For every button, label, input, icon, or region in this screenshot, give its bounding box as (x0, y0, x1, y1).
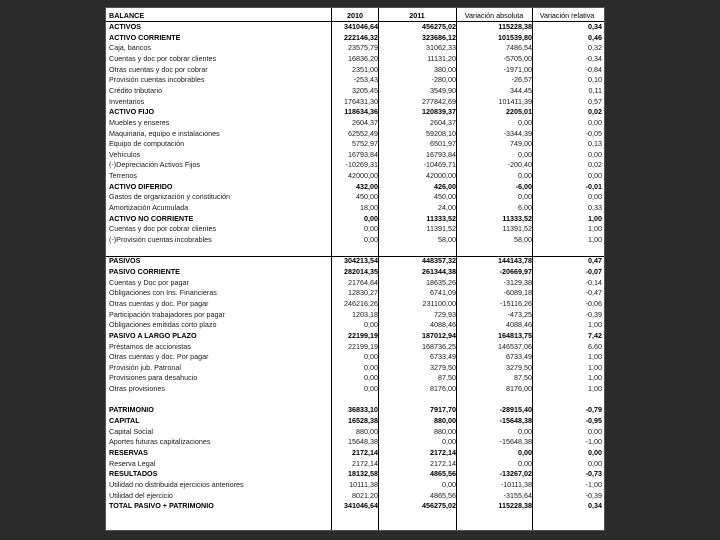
value-2011: 187012,94 (422, 330, 456, 340)
row-label: Caja, bancos (109, 43, 151, 53)
absolute-variation: 0,00 (518, 192, 532, 202)
table-row (106, 43, 604, 53)
row-label: CAPITAL (109, 416, 140, 426)
table-row (106, 203, 604, 213)
relative-variation: -0,39 (585, 490, 602, 500)
row-label: PASIVO A LARGO PLAZO (109, 330, 197, 340)
relative-variation: 1,00 (588, 352, 602, 362)
table-row (106, 310, 604, 320)
value-2010: 2604,37 (352, 117, 378, 127)
absolute-variation: 4088,46 (506, 320, 532, 330)
absolute-variation: 11391,52 (502, 224, 532, 234)
value-2010: 0,00 (364, 224, 378, 234)
value-2010: 16528,38 (348, 416, 378, 426)
absolute-variation: 115228,38 (498, 22, 532, 31)
value-2011: 231100,00 (422, 298, 456, 308)
row-label: Otras provisiones (109, 384, 165, 394)
value-2010: 10111,38 (349, 479, 378, 489)
row-label (109, 246, 331, 256)
header-2011: 2011 (409, 11, 425, 20)
value-2010: 118634,36 (344, 107, 378, 117)
row-label: Capital Social (109, 426, 153, 436)
value-2011: 261344,38 (422, 266, 456, 276)
relative-variation: 0,02 (588, 107, 602, 117)
row-label: Cuentas y doc por cobrar clientes (109, 224, 217, 234)
row-label: Terrenos (109, 171, 137, 181)
value-2010: 3205,45 (352, 85, 378, 95)
absolute-variation: 58,00 (514, 235, 532, 244)
absolute-variation: 101411,39 (498, 96, 532, 106)
value-2010: 0,00 (364, 235, 378, 244)
table-row (106, 331, 604, 341)
relative-variation: 0,34 (588, 22, 602, 31)
value-2011: 8176,00 (430, 384, 456, 394)
table-row (106, 342, 604, 352)
relative-variation: 0,00 (588, 171, 602, 181)
value-2010: 176431,30 (344, 96, 378, 106)
relative-variation: 0,47 (588, 256, 602, 266)
value-2010: 341046,64 (344, 22, 378, 31)
table-row (106, 427, 604, 437)
table-row (106, 192, 604, 202)
value-2011: 0,00 (442, 479, 456, 489)
value-2010: 22199,19 (348, 330, 378, 340)
absolute-variation: -200,40 (507, 160, 532, 170)
value-2011: 18635,26 (426, 277, 456, 287)
relative-variation: -0,05 (585, 128, 602, 138)
row-label: Otras cuentas y doc. Por pagar (109, 298, 209, 308)
value-2010: 282014,35 (344, 266, 378, 276)
value-2010: 62552,49 (348, 128, 378, 138)
row-label: RESERVAS (109, 448, 148, 457)
absolute-variation: -1971,00 (503, 64, 532, 74)
absolute-variation: 6,00 (518, 203, 532, 213)
absolute-variation: 164813,75 (498, 330, 532, 340)
relative-variation: -0,07 (585, 266, 602, 276)
relative-variation: 6,60 (588, 341, 602, 351)
relative-variation: 1,00 (588, 320, 602, 330)
row-label: Otras cuentas y doc por cobrar (109, 64, 208, 74)
value-2011: 11333,52 (426, 213, 456, 223)
value-2010: 22199,19 (348, 341, 378, 351)
value-2011: 277842,69 (422, 96, 456, 106)
row-label: Obligaciones con Ins. Financieras (109, 288, 217, 298)
row-label: Vehículos (109, 149, 141, 159)
value-2011: 4865,56 (430, 469, 456, 479)
absolute-variation: 144143,78 (498, 256, 532, 266)
absolute-variation: -473,25 (507, 309, 532, 319)
row-label: Crédito tributario (109, 85, 163, 95)
absolute-variation: 0,00 (518, 448, 532, 457)
value-2011: 59208,10 (426, 128, 456, 138)
value-2010: 0,00 (364, 384, 378, 394)
value-2011: 4088,46 (430, 320, 456, 330)
table-row (106, 118, 604, 128)
value-2011: 24,00 (438, 203, 456, 213)
table-row (106, 97, 604, 107)
relative-variation: -0,79 (585, 405, 602, 415)
value-2011: 168736,25 (422, 341, 456, 351)
value-2011 (378, 395, 456, 405)
value-2011: 11131,20 (427, 53, 456, 63)
value-2010: 0,00 (364, 373, 378, 383)
table-row (106, 352, 604, 362)
value-2011: 120839,37 (422, 107, 456, 117)
relative-variation: 0,00 (588, 117, 602, 127)
value-2010: 8021,20 (352, 490, 378, 500)
table-row (106, 395, 604, 405)
absolute-variation: 146537,06 (498, 341, 532, 351)
absolute-variation: 344,45 (510, 85, 532, 95)
relative-variation: -1,00 (585, 437, 602, 447)
value-2010: 222146,32 (344, 32, 378, 42)
absolute-variation: 0,00 (518, 171, 532, 181)
balance-sheet-table (105, 7, 605, 531)
value-2011: 2172,14 (430, 458, 456, 468)
row-label: TOTAL PASIVO + PATRIMONIO (109, 501, 214, 511)
row-label: Inventarios (109, 96, 145, 106)
value-2010: 432,00 (356, 181, 378, 191)
header-relative-variation: Variación relativa (539, 11, 595, 20)
absolute-variation: 749,00 (510, 139, 532, 149)
absolute-variation: 6733,49 (506, 352, 532, 362)
table-row (106, 86, 604, 96)
row-label: Participación trabajadores por pagar (109, 309, 225, 319)
absolute-variation (456, 246, 532, 256)
row-label: Muebles y enseres (109, 117, 170, 127)
absolute-variation: -26,57 (511, 75, 532, 85)
row-label: Préstamos de accionistas (109, 341, 191, 351)
table-row (106, 491, 604, 501)
row-label: Cuentas y doc por cobrar clientes (109, 53, 217, 63)
relative-variation (532, 395, 602, 405)
row-label: ACTIVO FIJO (109, 107, 155, 117)
row-label: ACTIVOS (109, 22, 141, 31)
table-row (106, 288, 604, 298)
row-label: Obligaciones emitidas corto plazo (109, 320, 217, 330)
absolute-variation: 0,00 (518, 149, 532, 159)
value-2010: 2172,14 (352, 448, 378, 457)
relative-variation: -0,14 (585, 277, 602, 287)
absolute-variation: -20669,97 (499, 266, 532, 276)
absolute-variation: 3279,50 (506, 362, 532, 372)
row-label: PASIVO CORRIENTE (109, 266, 180, 276)
absolute-variation: -6089,18 (503, 288, 532, 298)
value-2010: -10269,31 (345, 160, 378, 170)
value-2011: 880,00 (434, 416, 456, 426)
row-label: ACTIVO CORRIENTE (109, 32, 181, 42)
value-2011: 87,50 (438, 373, 456, 383)
value-2010: 12830,27 (348, 288, 378, 298)
value-2010: 1203,18 (352, 309, 378, 319)
table-row (106, 320, 604, 330)
absolute-variation: 101539,80 (498, 32, 532, 42)
table-row (106, 160, 604, 170)
row-label: RESULTADOS (109, 469, 158, 479)
row-label: PATRIMONIO (109, 405, 154, 415)
table-row (106, 235, 604, 245)
absolute-variation (456, 395, 532, 405)
value-2011: 323686,12 (422, 32, 456, 42)
row-label (109, 395, 331, 405)
table-row (106, 75, 604, 85)
table-row (106, 448, 604, 458)
value-2010: 18132,58 (348, 469, 378, 479)
relative-variation (532, 246, 602, 256)
value-2010: 16836,20 (348, 53, 378, 63)
value-2011: 380,00 (434, 64, 456, 74)
row-label: Maquinaria, equipo e instalaciones (109, 128, 220, 138)
table-row (106, 129, 604, 139)
absolute-variation: 7486,54 (506, 43, 532, 53)
relative-variation: 1,00 (588, 235, 602, 244)
absolute-variation: -3344,39 (503, 128, 532, 138)
value-2011: 42000,00 (426, 171, 456, 181)
table-row (106, 246, 604, 257)
table-row (106, 182, 604, 192)
table-row (106, 278, 604, 288)
relative-variation: 0,10 (588, 75, 602, 85)
table-row (106, 373, 604, 383)
value-2011 (378, 246, 456, 256)
value-2011: 456275,02 (422, 22, 456, 31)
absolute-variation: 115228,38 (498, 501, 532, 511)
table-row (106, 22, 604, 32)
header-absolute-variation: Variación absoluta (464, 11, 524, 20)
table-row (106, 299, 604, 309)
row-label: Otras cuentas y doc. Por pagar (109, 352, 209, 362)
value-2011: 448357,32 (422, 256, 456, 266)
absolute-variation: 0,00 (518, 426, 532, 436)
relative-variation: 0,57 (588, 96, 602, 106)
relative-variation: 0,00 (588, 448, 602, 457)
relative-variation: 0,13 (588, 139, 602, 149)
table-row (106, 171, 604, 181)
value-2011: 7917,70 (430, 405, 456, 415)
row-label: Utilidad no distribuida ejercicios anteriores (109, 479, 244, 489)
relative-variation: -0,01 (585, 181, 602, 191)
value-2010: 42000,00 (348, 171, 378, 181)
value-2011: 31062,33 (426, 43, 456, 53)
value-2010: 0,00 (364, 352, 378, 362)
table-row (106, 214, 604, 224)
value-2010: 15648,38 (348, 437, 378, 447)
value-2010: 16793,84 (348, 149, 378, 159)
value-2010: 450,00 (356, 192, 378, 202)
value-2010: 0,00 (364, 213, 378, 223)
row-label: (-)Depreciación Activos Fijos (109, 160, 201, 170)
relative-variation: 0,00 (588, 149, 602, 159)
value-2011: 3549,90 (430, 85, 456, 95)
absolute-variation: -5705,00 (503, 53, 532, 63)
value-2010: 246216,26 (344, 298, 378, 308)
row-label: Provisiones para desahucio (109, 373, 198, 383)
absolute-variation: -3155,64 (503, 490, 532, 500)
row-label: (-)Provisión cuentas incobrables (109, 235, 212, 244)
relative-variation: 0,00 (588, 426, 602, 436)
table-row (106, 469, 604, 479)
relative-variation: 0,02 (588, 160, 602, 170)
row-label: Equipo de computación (109, 139, 185, 149)
relative-variation: -0,84 (585, 64, 602, 74)
absolute-variation: 0,00 (518, 117, 532, 127)
absolute-variation: -6,00 (515, 181, 532, 191)
column-divider (532, 8, 533, 530)
relative-variation: -0,34 (585, 53, 602, 63)
value-2010: 0,00 (364, 362, 378, 372)
table-row (106, 139, 604, 149)
absolute-variation: -3129,38 (503, 277, 532, 287)
table-row (106, 480, 604, 490)
value-2011: 450,00 (434, 192, 456, 202)
value-2010: 0,00 (364, 320, 378, 330)
table-row (106, 267, 604, 277)
table-row (106, 384, 604, 394)
value-2011: 426,00 (434, 181, 456, 191)
relative-variation: 0,00 (588, 458, 602, 468)
value-2010: 880,00 (356, 426, 378, 436)
absolute-variation: 2205,01 (506, 107, 532, 117)
relative-variation: -0,39 (585, 309, 602, 319)
value-2010: 341046,64 (344, 501, 378, 511)
row-label: Reserva Legal (109, 458, 156, 468)
relative-variation: 1,00 (588, 362, 602, 372)
table-row (106, 363, 604, 373)
row-label: PASIVOS (109, 256, 141, 266)
relative-variation: 0,34 (588, 501, 602, 511)
value-2011: -10469,71 (423, 160, 456, 170)
table-row (106, 54, 604, 64)
table-row (106, 405, 604, 415)
value-2011: 6741,09 (430, 288, 456, 298)
header-2010: 2010 (347, 11, 363, 20)
absolute-variation: 11333,52 (502, 213, 532, 223)
value-2010: 5752,97 (352, 139, 378, 149)
value-2010: 21764,64 (348, 277, 378, 287)
relative-variation: 0,32 (588, 43, 602, 53)
value-2011: 729,93 (434, 309, 456, 319)
row-label: Cuentas y Doc por pagar (109, 277, 189, 287)
absolute-variation: -13267,02 (499, 469, 532, 479)
table-row (106, 501, 604, 511)
relative-variation: 1,00 (588, 384, 602, 394)
value-2010: -253,43 (353, 75, 378, 85)
relative-variation: -0,95 (585, 416, 602, 426)
value-2010 (332, 395, 378, 405)
table-row (106, 107, 604, 117)
absolute-variation: 8176,00 (506, 384, 532, 394)
value-2011: 880,00 (434, 426, 456, 436)
table-row (106, 416, 604, 426)
value-2010: 36833,10 (348, 405, 378, 415)
value-2010: 2351,00 (352, 64, 378, 74)
value-2010: 18,00 (360, 203, 378, 213)
value-2010: 23575,79 (348, 43, 378, 53)
row-label: Provisión cuentas incobrables (109, 75, 205, 85)
relative-variation: 1,00 (588, 373, 602, 383)
value-2011: 4865,56 (430, 490, 456, 500)
column-divider (378, 8, 379, 530)
relative-variation: -0,73 (585, 469, 602, 479)
row-label: Gastos de organización y constitución (109, 192, 231, 202)
row-label: ACTIVO NO CORRIENTE (109, 213, 194, 223)
table-row (106, 33, 604, 43)
relative-variation: -1,00 (585, 479, 602, 489)
relative-variation: 0,46 (588, 32, 602, 42)
relative-variation: 0,11 (588, 85, 602, 95)
row-label: Provisión jub. Patronal (109, 362, 181, 372)
value-2011: 58,00 (438, 235, 456, 244)
row-label: Aportes futuras capitalizaciones (109, 437, 211, 447)
relative-variation: 0,33 (588, 203, 602, 213)
row-label: ACTIVO DIFERIDO (109, 181, 173, 191)
table-row (106, 150, 604, 160)
table-row (106, 459, 604, 469)
value-2011: -280,00 (431, 75, 456, 85)
absolute-variation: -15116,26 (500, 298, 532, 308)
table-row (106, 437, 604, 447)
absolute-variation: -10111,38 (500, 479, 532, 489)
value-2011: 16793,84 (426, 149, 456, 159)
value-2011: 0,00 (442, 437, 456, 447)
row-label: Amortización Acumulada (109, 203, 189, 213)
value-2011: 3279,50 (430, 362, 456, 372)
value-2010 (332, 246, 378, 256)
absolute-variation: 87,50 (514, 373, 532, 383)
table-header (106, 11, 604, 22)
table-row (106, 224, 604, 234)
relative-variation: 0,00 (588, 192, 602, 202)
value-2011: 456275,02 (422, 501, 456, 511)
value-2011: 2172,14 (430, 448, 456, 457)
relative-variation: 1,00 (588, 224, 602, 234)
absolute-variation: -15648,38 (499, 416, 532, 426)
value-2011: 11391,52 (426, 224, 456, 234)
absolute-variation: 0,00 (518, 458, 532, 468)
table-row (106, 65, 604, 75)
relative-variation: -0,47 (585, 288, 602, 298)
column-divider (331, 8, 332, 530)
header-balance: BALANCE (109, 11, 145, 20)
value-2011: 6733,49 (430, 352, 456, 362)
relative-variation: 7,42 (588, 330, 602, 340)
value-2011: 2604,37 (430, 117, 456, 127)
absolute-variation: -15648,38 (499, 437, 532, 447)
row-label: Utilidad del ejercicio (109, 490, 173, 500)
table-row (106, 256, 604, 266)
absolute-variation: -28915,40 (499, 405, 532, 415)
relative-variation: 1,00 (588, 213, 602, 223)
value-2010: 304213,54 (344, 256, 378, 266)
value-2011: 6501,97 (430, 139, 456, 149)
column-divider (456, 8, 457, 530)
relative-variation: -0,06 (585, 298, 602, 308)
value-2010: 2172,14 (352, 458, 378, 468)
